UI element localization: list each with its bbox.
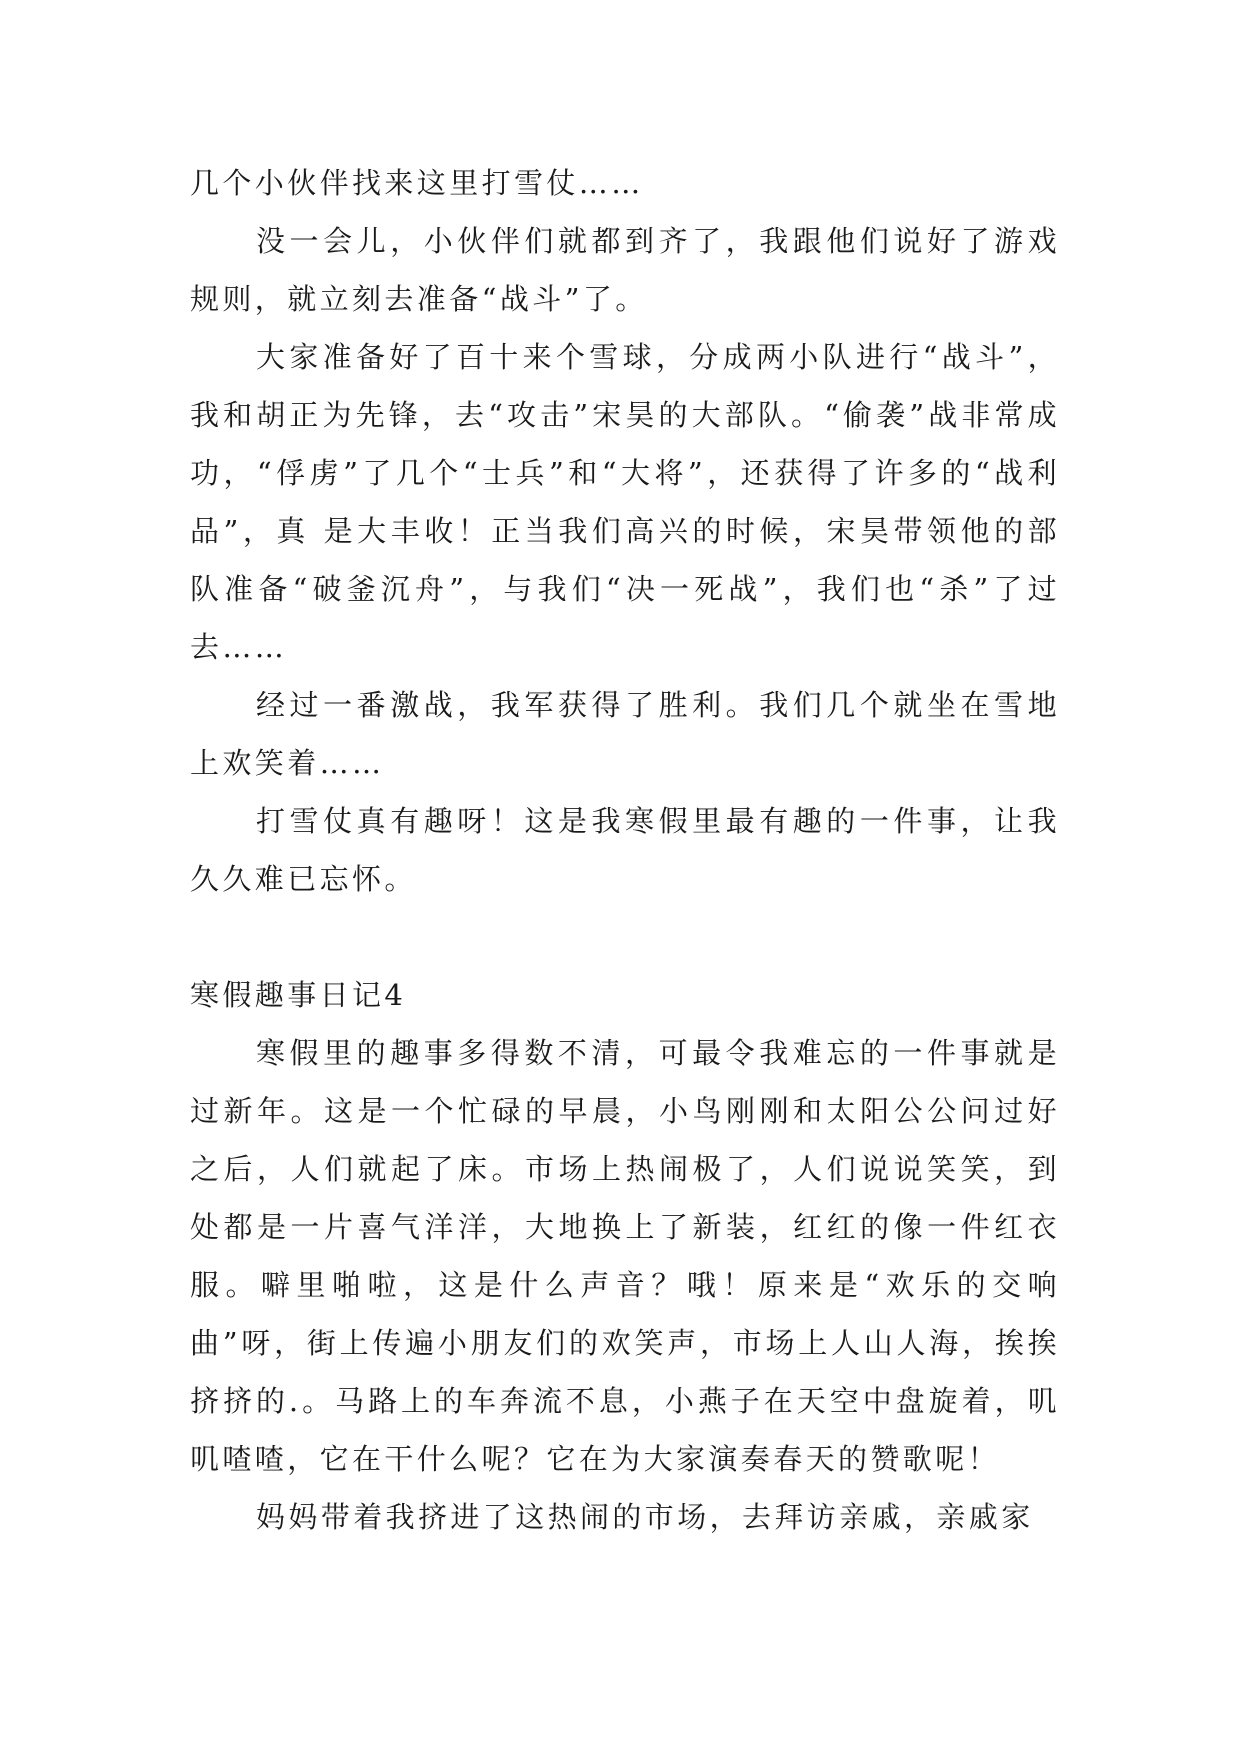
paragraph: 经过一番激战，我军获得了胜利。我们几个就坐在雪地上欢笑着…… <box>190 688 1060 780</box>
paragraph-continuation: 几个小伙伴找来这里打雪仗…… <box>190 166 644 200</box>
paragraph: 妈妈带着我挤进了这热闹的市场，去拜访亲戚，亲戚家 <box>256 1500 1034 1534</box>
paragraph: 大家准备好了百十来个雪球，分成两小队进行“战斗”，我和胡正为先锋，去“攻击”宋昊的大部队。“偷袭”战非常成功，“俘虏”了几个“士兵”和“大将”，还获得了许多的“战利品”，真 是大丰收！正当我们高兴的时候，宋昊带领他的部队准备“破釜沉舟”，与我们“决一死战”，我们也“杀”了过去…… <box>190 340 1060 664</box>
paragraph: 没一会儿，小伙伴们就都到齐了，我跟他们说好了游戏规则，就立刻去准备“战斗”了。 <box>190 224 1060 316</box>
section-gap <box>190 908 1060 966</box>
paragraph: 寒假里的趣事多得数不清，可最令我难忘的一件事就是过新年。这是一个忙碌的早晨，小鸟刚刚和太阳公公问过好之后，人们就起了床。市场上热闹极了，人们说说笑笑，到处都是一片喜气洋洋，大地换上了新装，红红的像一件红衣服。噼里啪啦，这是什么声音？哦！原来是“欢乐的交响曲”呀，街上传遍小朋友们的欢笑声，市场上人山人海，挨挨挤挤的.。马路上的车奔流不息，小燕子在天空中盘旋着，叽叽喳喳，它在干什么呢？它在为大家演奏春天的赞歌呢！ <box>190 1036 1060 1476</box>
section-title: 寒假趣事日记4 <box>190 978 407 1012</box>
document-body <box>190 154 1060 1546</box>
paragraph: 打雪仗真有趣呀！这是我寒假里最有趣的一件事，让我久久难已忘怀。 <box>190 804 1060 896</box>
